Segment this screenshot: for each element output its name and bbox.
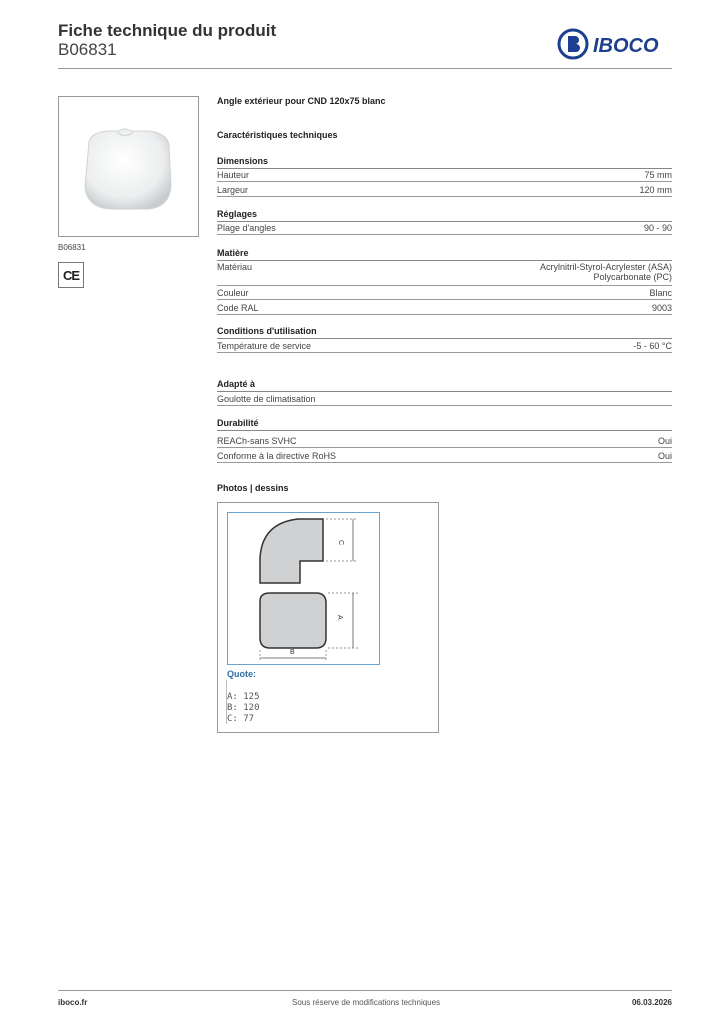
page-title: Fiche technique du produit: [58, 21, 277, 40]
spec-value: 75 mm: [644, 170, 672, 180]
spec-value: -5 - 60 °C: [633, 341, 672, 351]
spec-label: Hauteur: [217, 170, 250, 180]
section-adapte-title: Adapté à: [217, 379, 672, 392]
spec-label: Température de service: [217, 341, 312, 351]
product-name: Angle extérieur pour CND 120x75 blanc: [217, 96, 386, 106]
section-reglages-title: Réglages: [217, 209, 672, 222]
spec-value: Blanc: [649, 288, 672, 298]
section-durabilite-title: Durabilité: [217, 418, 672, 431]
spec-label: Matériau: [217, 262, 253, 272]
photos-title: Photos | dessins: [217, 483, 289, 493]
spec-value: 120 mm: [639, 185, 672, 195]
spec-label: Code RAL: [217, 303, 259, 313]
spec-value: 9003: [651, 303, 672, 313]
spec-row-goulotte: [217, 394, 672, 406]
product-code: B06831: [58, 40, 117, 59]
spec-value: 90 - 90: [643, 223, 672, 233]
section-conditions-title: Conditions d'utilisation: [217, 326, 672, 339]
section-dimensions-title: Dimensions: [217, 156, 672, 169]
quote-b: B: 120: [227, 703, 260, 713]
footer-date: 06.03.2026: [631, 998, 672, 1007]
spec-row-temperature: [217, 341, 672, 353]
ce-mark-icon: CE: [58, 262, 84, 288]
photo-caption: B06831: [58, 243, 86, 252]
footer-note: Sous réserve de modifications techniques: [292, 998, 441, 1007]
spec-row-largeur: [217, 185, 672, 197]
spec-value-line: Acrylnitril-Styrol-Acrylester (ASA): [539, 262, 672, 272]
spec-label: Couleur: [217, 288, 249, 298]
spec-value: [540, 262, 672, 282]
header-divider: [58, 68, 672, 69]
spec-row-couleur: [217, 288, 672, 300]
spec-label: Largeur: [217, 185, 249, 195]
footer-website: iboco.fr: [58, 998, 88, 1007]
spec-row-hauteur: [217, 170, 672, 182]
dim-b-label: B: [290, 649, 295, 656]
spec-value: Oui: [657, 451, 672, 461]
section-matiere-title: Matière: [217, 248, 672, 261]
spec-label: REACh-sans SVHC: [217, 436, 297, 446]
spec-label: Conforme à la directive RoHS: [217, 451, 337, 461]
spec-label: Plage d'angles: [217, 223, 276, 233]
spec-row-plage-angles: [217, 223, 672, 235]
quote-a: A: 125: [227, 692, 260, 702]
logo-text: IBOCO: [593, 35, 659, 57]
footer-divider: [58, 990, 672, 991]
spec-row-reach: [217, 436, 672, 448]
spec-row-code-ral: [217, 303, 672, 315]
spec-row-rohs: [217, 451, 672, 463]
technical-drawing: [227, 512, 380, 665]
iboco-logo: [557, 28, 675, 60]
spec-value: Oui: [657, 436, 672, 446]
dim-c-label: C: [337, 540, 344, 546]
product-photo: [58, 96, 199, 237]
quote-label: Quote:: [227, 669, 256, 679]
quote-c: C: 77: [227, 714, 255, 724]
specs-title: Caractéristiques techniques: [217, 130, 338, 140]
spec-label: Goulotte de climatisation: [217, 394, 316, 404]
spec-row-materiau: [217, 262, 672, 286]
spec-value-line: Polycarbonate (PC): [593, 272, 672, 282]
dim-a-label: A: [336, 615, 343, 620]
